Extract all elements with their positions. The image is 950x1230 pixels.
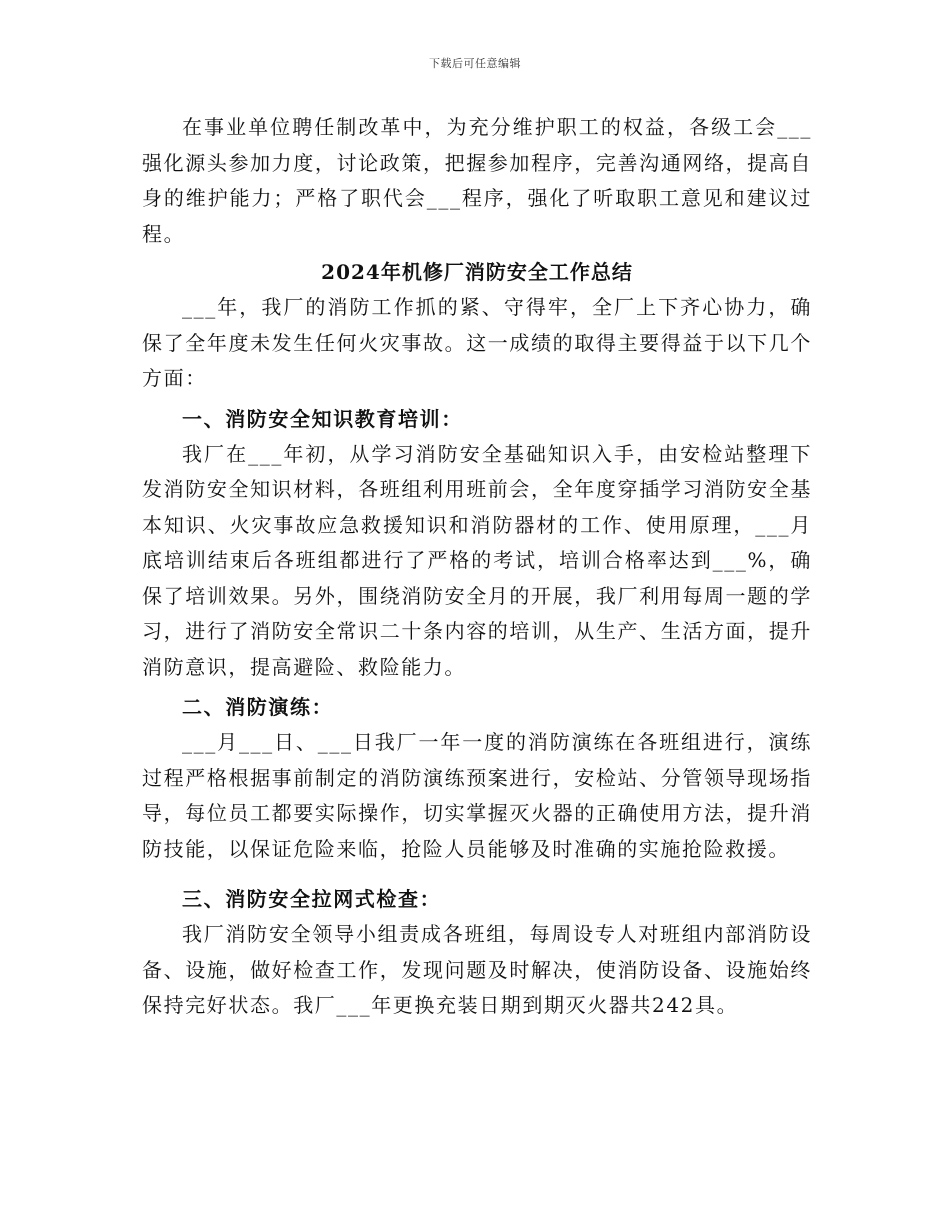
section-heading: 一、消防安全知识教育培训： xyxy=(182,406,463,431)
section-heading: 三、消防安全拉网式检查： xyxy=(182,887,442,911)
page-header-note: 下载后可任意编辑 xyxy=(429,57,521,70)
intro-paragraph: 在事业单位聘任制改革中，为充分维护职工的权益，各级工会___强化源头参加力度，讨论政策，把握参加程序，完善沟通网络，提高自身的维护能力；严格了职代会___程序，强化了听取职工意见和建议过程。 xyxy=(142,115,812,246)
document-title: 2024年机修厂消防安全工作总结 xyxy=(321,260,633,284)
section-body: 我厂消防安全领导小组责成各班组，每周设专人对班组内部消防设备、设施，做好检查工作，发现问题及时解决，使消防设备、设施始终保持完好状态。我厂___年更换充装日期到期灭火器共242具。 xyxy=(142,922,812,1017)
section-heading: 二、消防演练： xyxy=(182,695,334,719)
section-body: ___月___日、___日我厂一年一度的消防演练在各班组进行，演练过程严格根据事前制定的消防演练预案进行，安检站、分管领导现场指导，每位员工都要实际操作，切实掌握灭火器的正确使用方法，提升消防技能，以保证危险来临，抢险人员能够及时准确的实施抢险救援。 xyxy=(142,730,812,861)
section-body: 我厂在___年初，从学习消防安全基础知识入手，由安检站整理下发消防安全知识材料，各班组利用班前会，全年度穿插学习消防安全基本知识、火灾事故应急救援知识和消防器材的工作、使用原理，___月底培训结束后各班组都进行了严格的考试，培训合格率达到___%，确保了培训效果。另外，围绕消防安全月的开展，我厂利用每周一题的学习，进行了消防安全常识二十条内容的培训，从生产、生活方面，提升消防意识，提高避险、救险能力。 xyxy=(142,441,812,679)
summary-paragraph: ___年，我厂的消防工作抓的紧、守得牢，全厂上下齐心协力，确保了全年度未发生任何火灾事故。这一成绩的取得主要得益于以下几个方面： xyxy=(142,295,812,390)
document-body xyxy=(142,110,812,1024)
